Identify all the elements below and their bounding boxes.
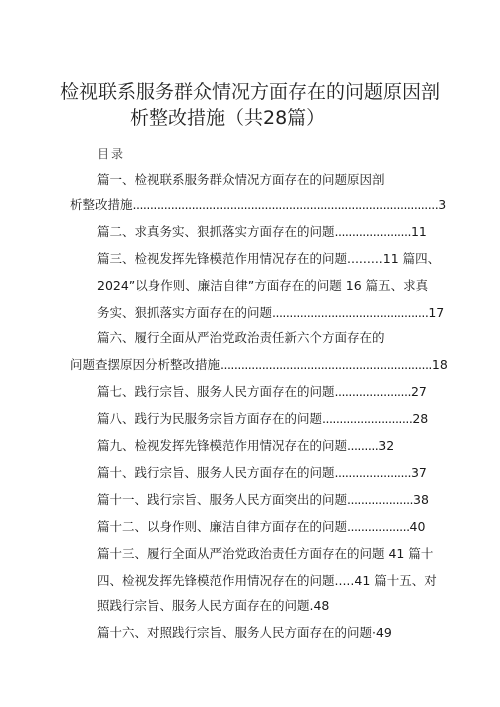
toc-page-number: 28 xyxy=(412,411,429,426)
toc-leader-dots: ...................... xyxy=(334,465,411,480)
document-title-line-2: 析整改措施（共28篇） xyxy=(130,107,326,129)
toc-entry[interactable] xyxy=(97,172,385,188)
toc-entry[interactable] xyxy=(97,278,428,294)
toc-page-number: 40 xyxy=(409,519,426,534)
toc-page-number: 27 xyxy=(410,384,427,399)
toc-entry[interactable] xyxy=(97,330,385,346)
toc-entry[interactable] xyxy=(97,573,437,589)
toc-heading: 目录 xyxy=(97,147,126,161)
toc-entry[interactable] xyxy=(97,598,329,614)
toc-page-number: 32 xyxy=(378,438,395,453)
toc-entry[interactable] xyxy=(97,625,392,641)
toc-entry[interactable] xyxy=(97,465,427,481)
toc-leader-dots: .................. xyxy=(347,519,410,534)
toc-entry-text: 篇十六、对照践行宗旨、服务人民方面存在的问题·49 xyxy=(97,625,392,640)
toc-entry-text: 篇二、求真务实、狠抓落实方面存在的问题 xyxy=(97,224,335,239)
toc-entry[interactable] xyxy=(97,519,425,535)
toc-entry-text: 照践行宗旨、服务人民方面存在的问题.48 xyxy=(97,598,330,613)
toc-entry[interactable] xyxy=(70,357,448,373)
toc-entry[interactable] xyxy=(97,546,433,562)
toc-leader-dots: ...................... xyxy=(334,224,411,239)
toc-page-number: 37 xyxy=(410,465,427,480)
toc-entry-text: 篇一、检视联系服务群众情况方面存在的问题原因剖 xyxy=(97,172,385,187)
toc-entry-text: 2024”以身作则、廉洁自律”方面存在的问题 16 篇五、求真 xyxy=(97,278,429,293)
toc-leader-dots: ......... xyxy=(347,438,379,453)
toc-entry-text: 篇三、检视发挥先锋模范作用情况存在的问题.........11 篇四、 xyxy=(97,251,441,266)
toc-entry[interactable] xyxy=(97,305,444,321)
toc-entry-text: 篇七、践行宗旨、服务人民方面存在的问题 xyxy=(97,384,335,399)
toc-entry-text: 篇十三、履行全面从严治党政治责任方面存在的问题 41 篇十 xyxy=(97,546,434,561)
toc-entry-text: 问题查摆原因分析整改措施 xyxy=(70,357,221,372)
toc-entry-text: 篇十一、践行宗旨、服务人民方面突出的问题 xyxy=(97,492,348,507)
toc-page-number: 3 xyxy=(438,197,447,212)
toc-page-number: 17 xyxy=(428,305,445,320)
toc-entry[interactable] xyxy=(97,384,427,400)
toc-leader-dots: ............................................. xyxy=(272,305,429,320)
toc-entry-text: 四、检视发挥先锋模范作用情况存在的问题.....41 篇十五、对 xyxy=(97,573,437,588)
document-title-line-1: 检视联系服务群众情况方面存在的问题原因剖 xyxy=(59,81,440,103)
toc-entry[interactable] xyxy=(97,251,440,267)
toc-entry-text: 析整改措施 xyxy=(70,197,133,212)
toc-entry[interactable] xyxy=(97,438,394,454)
toc-leader-dots: ............................................................. xyxy=(220,357,432,372)
toc-leader-dots: ................... xyxy=(347,492,414,507)
toc-leader-dots: .......................... xyxy=(322,411,413,426)
toc-entry-text: 篇六、履行全面从严治党政治责任新六个方面存在的 xyxy=(97,330,385,345)
toc-page-number: 18 xyxy=(431,357,448,372)
toc-leader-dots: ...................... xyxy=(334,384,411,399)
toc-entry[interactable] xyxy=(70,197,446,213)
toc-entry-text: 篇十二、以身作则、廉洁自律方面存在的问题 xyxy=(97,519,348,534)
toc-entry[interactable] xyxy=(97,492,429,508)
toc-page-number: 38 xyxy=(413,492,429,507)
toc-entry-text: 务实、狠抓落实方面存在的问题 xyxy=(97,305,273,320)
toc-entry-text: 篇十、践行宗旨、服务人民方面存在的问题 xyxy=(97,465,335,480)
toc-entry-text: 篇九、检视发挥先锋模范作用情况存在的问题 xyxy=(97,438,348,453)
toc-entry-text: 篇八、践行为民服务宗旨方面存在的问题 xyxy=(97,411,323,426)
toc-entry[interactable] xyxy=(97,224,427,240)
toc-leader-dots: ........................................................................................ xyxy=(132,197,439,212)
toc-entry[interactable] xyxy=(97,411,428,427)
toc-page-number: 11 xyxy=(410,224,427,239)
